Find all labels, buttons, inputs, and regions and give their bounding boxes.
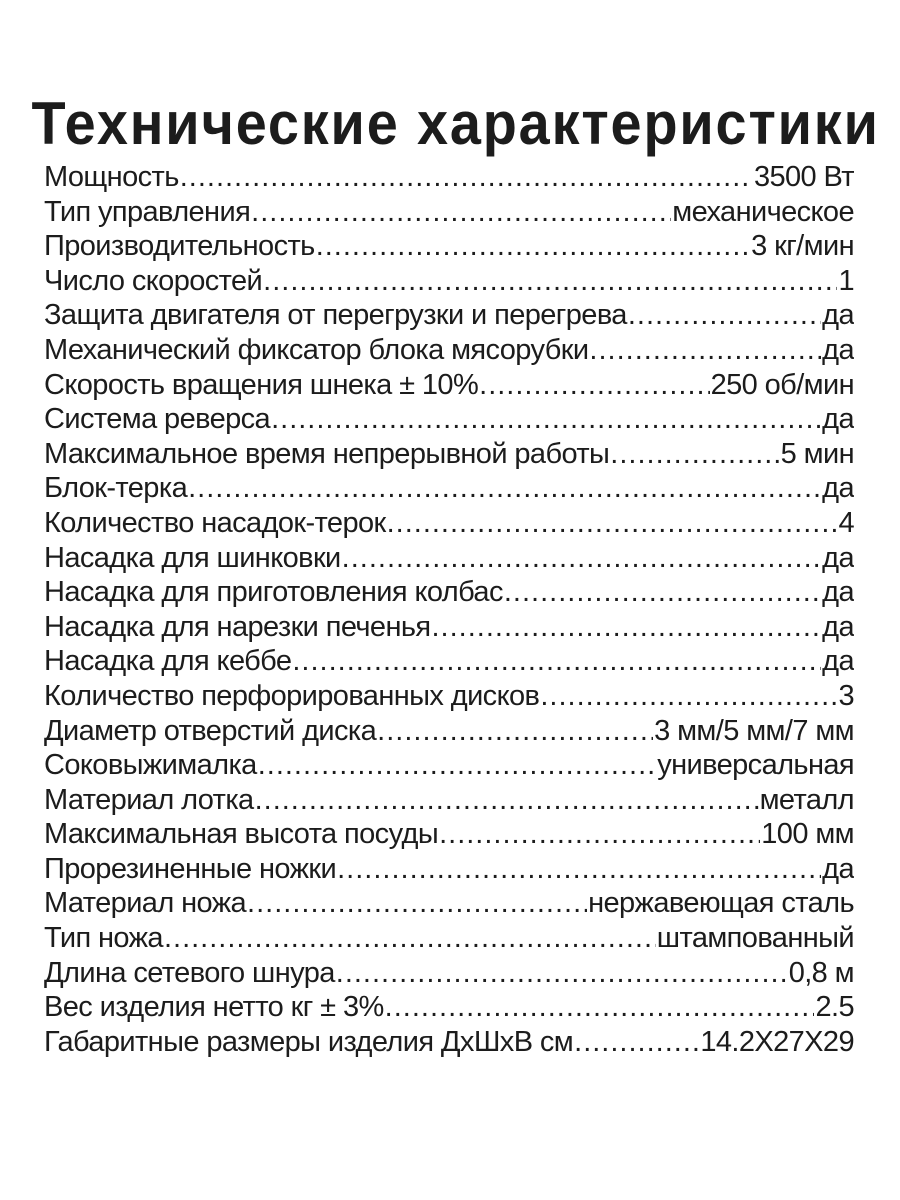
- spec-label: Соковыжималка: [44, 749, 257, 782]
- spec-row: [44, 471, 854, 506]
- dot-leader: [247, 886, 587, 921]
- spec-value: 3500 Вт: [753, 161, 854, 193]
- spec-row: [44, 990, 854, 1025]
- spec-row: [44, 886, 854, 921]
- spec-value: 2.5: [815, 991, 854, 1024]
- spec-value: да: [822, 333, 854, 366]
- dot-leader: [292, 644, 821, 679]
- spec-label: Максимальное время непрерывной работы: [44, 437, 610, 470]
- spec-label: Тип ножа: [44, 922, 163, 955]
- dot-leader: [479, 368, 709, 403]
- dot-leader: [610, 437, 779, 472]
- spec-label: Система реверса: [44, 403, 271, 436]
- spec-label: Вес изделия нетто кг ± 3%: [44, 991, 384, 1024]
- dot-leader: [164, 921, 656, 956]
- dot-leader: [387, 506, 838, 541]
- dot-leader: [589, 333, 821, 368]
- spec-value: 4: [838, 506, 854, 539]
- spec-value: 14.2X27X29: [700, 1025, 854, 1058]
- spec-label: Материал лотка: [44, 783, 254, 816]
- dot-leader: [180, 160, 753, 195]
- spec-value: 3 кг/мин: [751, 230, 854, 263]
- spec-value: да: [822, 299, 854, 332]
- spec-value: да: [822, 610, 854, 643]
- spec-value: 250 об/мин: [710, 368, 854, 401]
- spec-row: [44, 298, 854, 333]
- dot-leader: [316, 229, 750, 264]
- spec-value: 5 мин: [780, 437, 854, 470]
- spec-label: Длина сетевого шнура: [44, 956, 335, 989]
- spec-label: Материал ножа: [44, 887, 247, 920]
- spec-label: Максимальная высота посуды: [44, 818, 439, 851]
- spec-row: [44, 195, 854, 230]
- spec-list: [44, 160, 854, 1059]
- spec-label: Насадка для кеббе: [44, 645, 292, 678]
- spec-label: Число скоростей: [44, 264, 263, 297]
- spec-label: Насадка для нарезки печенья: [44, 610, 431, 643]
- spec-label: Прорезиненные ножки: [44, 852, 337, 885]
- spec-label: Диаметр отверстий диска: [44, 714, 377, 747]
- spec-label: Количество насадок-терок: [44, 506, 386, 539]
- spec-value: да: [822, 576, 854, 609]
- spec-value: нержавеющая сталь: [588, 887, 854, 920]
- spec-value: да: [822, 403, 854, 436]
- spec-value: да: [822, 472, 854, 505]
- spec-value: 3 мм/5 мм/7 мм: [654, 714, 854, 747]
- spec-row: [44, 714, 854, 749]
- dot-leader: [271, 402, 821, 437]
- dot-leader: [385, 990, 815, 1025]
- spec-label: Блок-терка: [44, 472, 188, 505]
- spec-value: механическое: [672, 195, 854, 228]
- spec-label: Насадка для приготовления колбас: [44, 576, 503, 609]
- spec-row: [44, 956, 854, 991]
- spec-row: [44, 610, 854, 645]
- spec-value: да: [822, 645, 854, 678]
- dot-leader: [377, 714, 653, 749]
- dot-leader: [574, 1025, 699, 1060]
- spec-row: [44, 679, 854, 714]
- spec-row: [44, 817, 854, 852]
- spec-row: [44, 575, 854, 610]
- dot-leader: [342, 541, 821, 576]
- dot-leader: [439, 817, 760, 852]
- spec-row: [44, 644, 854, 679]
- spec-row: [44, 852, 854, 887]
- spec-label: Мощность: [44, 161, 179, 193]
- spec-value: универсальная: [657, 749, 854, 782]
- spec-value: 1: [838, 264, 854, 297]
- spec-row: [44, 1025, 854, 1060]
- spec-row: [44, 333, 854, 368]
- dot-leader: [337, 852, 821, 887]
- spec-label: Механический фиксатор блока мясорубки: [44, 333, 589, 366]
- spec-label: Скорость вращения шнека ± 10%: [44, 368, 479, 401]
- dot-leader: [540, 679, 837, 714]
- spec-value: да: [822, 852, 854, 885]
- dot-leader: [628, 298, 821, 333]
- spec-row: [44, 783, 854, 818]
- dot-leader: [251, 195, 671, 230]
- dot-leader: [258, 748, 657, 783]
- dot-leader: [263, 264, 837, 299]
- spec-row: [44, 437, 854, 472]
- spec-value: 0,8 м: [788, 956, 854, 989]
- spec-row: [44, 921, 854, 956]
- dot-leader: [188, 471, 821, 506]
- spec-row: [44, 748, 854, 783]
- spec-value: штампованный: [656, 922, 854, 955]
- spec-value: металл: [759, 783, 854, 816]
- spec-row: [44, 368, 854, 403]
- spec-label: Количество перфорированных дисков: [44, 679, 540, 712]
- spec-label: Тип управления: [44, 195, 251, 228]
- dot-leader: [336, 956, 788, 991]
- dot-leader: [431, 610, 821, 645]
- spec-label: Производительность: [44, 230, 315, 263]
- spec-row: [44, 506, 854, 541]
- spec-row: [44, 264, 854, 299]
- spec-value: 3: [838, 679, 854, 712]
- spec-row: [44, 541, 854, 576]
- dot-leader: [504, 575, 821, 610]
- page-title: Технические характеристики: [31, 90, 880, 158]
- spec-row: [44, 160, 854, 195]
- spec-row: [44, 402, 854, 437]
- dot-leader: [255, 783, 759, 818]
- spec-value: 100 мм: [761, 818, 854, 851]
- spec-value: да: [822, 541, 854, 574]
- spec-label: Габаритные размеры изделия ДхШхВ см: [44, 1025, 574, 1058]
- spec-row: [44, 229, 854, 264]
- spec-label: Насадка для шинковки: [44, 541, 341, 574]
- spec-label: Защита двигателя от перегрузки и перегрева: [44, 299, 627, 332]
